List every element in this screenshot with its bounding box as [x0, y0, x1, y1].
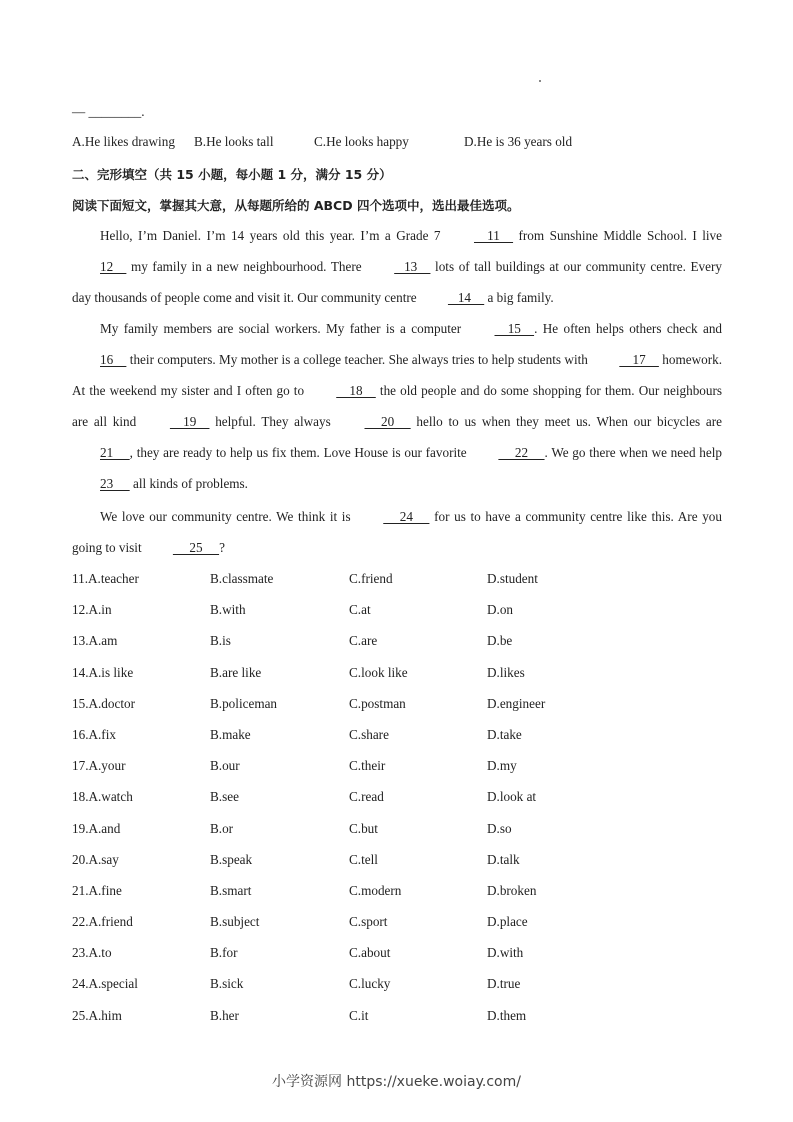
- option-20-d[interactable]: D.talk: [487, 851, 520, 867]
- option-18-a[interactable]: 18.A.watch: [72, 789, 133, 805]
- blank-25[interactable]: 25: [172, 540, 220, 556]
- option-23-b[interactable]: B.for: [210, 945, 238, 961]
- prev-question-stem: — ________.: [72, 104, 145, 119]
- option-14-b[interactable]: B.are like: [210, 664, 262, 680]
- option-11-c[interactable]: C.friend: [349, 571, 393, 586]
- blank-23[interactable]: 23: [100, 476, 130, 492]
- option-15-c[interactable]: C.postman: [349, 695, 406, 711]
- option-13-d[interactable]: D.be: [487, 633, 513, 649]
- prev-option-b: B.He looks tall: [194, 134, 274, 149]
- option-25-c[interactable]: C.it: [349, 1007, 369, 1023]
- option-24-d[interactable]: D.true: [487, 976, 521, 992]
- option-12-d[interactable]: D.on: [487, 602, 514, 618]
- passage-paragraph-3: We love our community centre. We think it is 24 for us to have a community centre like this. Are you going to visit 25 ?: [72, 501, 722, 563]
- option-22-c[interactable]: C.sport: [349, 914, 388, 930]
- option-12-c[interactable]: C.at: [349, 602, 371, 618]
- option-20-a[interactable]: 20.A.say: [72, 851, 119, 867]
- passage-paragraph-1: Hello, I’m Daniel. I’m 14 years old this year. I’m a Grade 7 11 from Sunshine Middle School. I live 12 my family in a new neighbourhood. There 13 lots of tall buildings at our community centre. Every day thousands of people come and visit it. Our community centre 14 a big family.: [72, 220, 722, 313]
- option-18-d[interactable]: D.look at: [487, 789, 537, 805]
- footer-watermark: 小学资源网 https://xueke.woiay.com/: [272, 1074, 521, 1090]
- scan-mark: [539, 80, 541, 82]
- prev-option-d: D.He is 36 years old: [464, 134, 573, 149]
- option-20-c[interactable]: C.tell: [349, 851, 378, 867]
- option-21-b[interactable]: B.smart: [210, 882, 252, 898]
- option-15-d[interactable]: D.engineer: [487, 695, 546, 711]
- blank-13[interactable]: 13: [394, 259, 431, 275]
- blank-17[interactable]: 17: [619, 352, 659, 368]
- option-17-a[interactable]: 17.A.your: [72, 758, 126, 774]
- passage-paragraph-2: My family members are social workers. My father is a computer 15 . He often helps others check and 16 their computers. My mother is a college teacher. She always tries to help students with 17 homework. At the weekend my sister and I often go to 18 the old people and do some shopping for them. Our neighbours are all kind 19 helpful. They always 20 hello to us when they meet us. When our bicycles are 21 , they are ready to help us fix them. Love House is our favorite 22 . We go there when we need help 23 all kinds of problems.: [72, 313, 722, 500]
- prev-option-a: A.He likes drawing: [72, 134, 175, 149]
- blank-19[interactable]: 19: [169, 414, 210, 430]
- option-17-b[interactable]: B.our: [210, 758, 240, 774]
- option-19-a[interactable]: 19.A.and: [72, 820, 121, 836]
- option-15-b[interactable]: B.policeman: [210, 695, 278, 711]
- option-21-c[interactable]: C.modern: [349, 882, 402, 898]
- option-16-d[interactable]: D.take: [487, 726, 522, 742]
- option-25-a[interactable]: 25.A.him: [72, 1007, 122, 1023]
- blank-12[interactable]: 12: [100, 259, 127, 275]
- option-19-c[interactable]: C.but: [349, 820, 378, 836]
- blank-20[interactable]: 20: [364, 414, 411, 430]
- blank-15[interactable]: 15: [494, 321, 535, 336]
- option-23-a[interactable]: 23.A.to: [72, 945, 112, 961]
- option-25-b[interactable]: B.her: [210, 1007, 239, 1023]
- option-17-c[interactable]: C.their: [349, 758, 386, 774]
- option-24-a[interactable]: 24.A.special: [72, 976, 138, 992]
- option-22-b[interactable]: B.subject: [210, 914, 260, 930]
- option-11-a[interactable]: 11.A.teacher: [72, 571, 139, 586]
- option-19-d[interactable]: D.so: [487, 820, 512, 836]
- option-13-a[interactable]: 13.A.am: [72, 633, 118, 649]
- blank-18[interactable]: 18: [336, 383, 376, 399]
- option-13-b[interactable]: B.is: [210, 633, 231, 649]
- option-22-a[interactable]: 22.A.friend: [72, 914, 133, 930]
- option-12-a[interactable]: 12.A.in: [72, 602, 112, 618]
- blank-14[interactable]: 14: [447, 290, 485, 306]
- option-23-c[interactable]: C.about: [349, 945, 391, 961]
- option-19-b[interactable]: B.or: [210, 820, 234, 836]
- option-21-d[interactable]: D.broken: [487, 882, 537, 898]
- section-instruction: 阅读下面短文，掌握其大意，从每题所给的 ABCD 四个选项中，选出最佳选项。: [72, 198, 520, 213]
- option-21-a[interactable]: 21.A.fine: [72, 882, 122, 898]
- blank-24[interactable]: 24: [383, 509, 430, 524]
- option-16-c[interactable]: C.share: [349, 726, 389, 742]
- option-22-d[interactable]: D.place: [487, 914, 528, 930]
- option-11-b[interactable]: B.classmate: [210, 571, 274, 586]
- option-16-a[interactable]: 16.A.fix: [72, 726, 116, 742]
- option-16-b[interactable]: B.make: [210, 726, 251, 742]
- blank-22[interactable]: 22: [498, 445, 545, 461]
- option-14-a[interactable]: 14.A.is like: [72, 664, 134, 680]
- option-13-c[interactable]: C.are: [349, 633, 378, 649]
- option-12-b[interactable]: B.with: [210, 602, 246, 618]
- option-24-c[interactable]: C.lucky: [349, 976, 391, 992]
- option-14-d[interactable]: D.likes: [487, 664, 525, 680]
- blank-11[interactable]: 11: [473, 228, 514, 243]
- option-11-d[interactable]: D.student: [487, 571, 538, 586]
- option-23-d[interactable]: D.with: [487, 945, 524, 961]
- option-25-d[interactable]: D.them: [487, 1007, 527, 1023]
- option-24-b[interactable]: B.sick: [210, 976, 244, 992]
- prev-option-c: C.He looks happy: [314, 134, 409, 149]
- option-18-c[interactable]: C.read: [349, 789, 384, 805]
- blank-16[interactable]: 16: [100, 352, 127, 368]
- option-17-d[interactable]: D.my: [487, 758, 517, 774]
- option-15-a[interactable]: 15.A.doctor: [72, 695, 135, 711]
- option-14-c[interactable]: C.look like: [349, 664, 408, 680]
- option-20-b[interactable]: B.speak: [210, 851, 253, 867]
- option-18-b[interactable]: B.see: [210, 789, 239, 805]
- section-title: 二、完形填空（共 15 小题，每小题 1 分，满分 15 分）: [72, 167, 392, 182]
- blank-21[interactable]: 21: [100, 445, 130, 461]
